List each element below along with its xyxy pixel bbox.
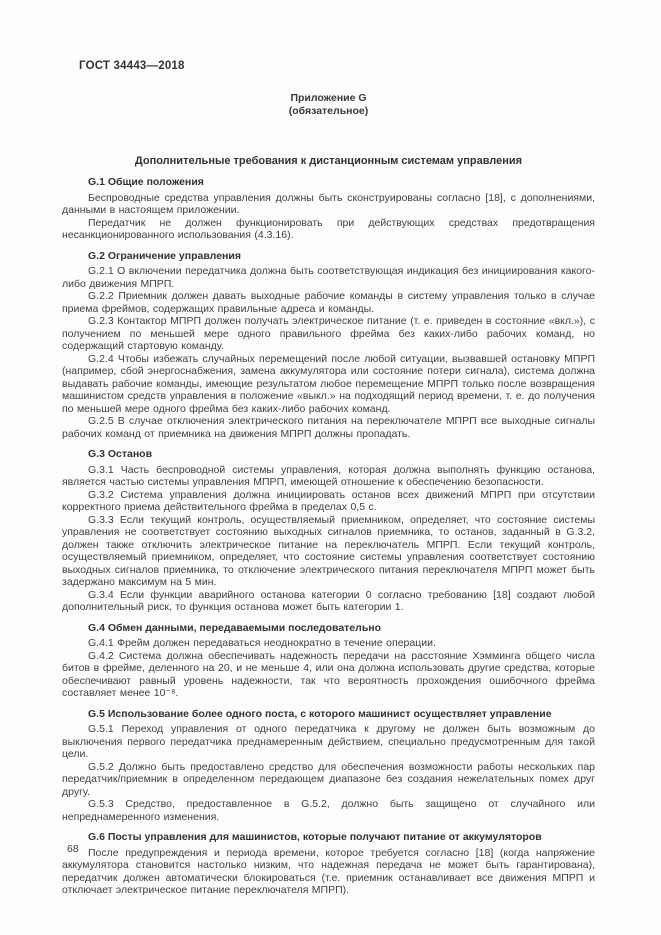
section-g3 (62, 448, 595, 614)
document-standard-number: ГОСТ 34443—2018 (79, 60, 185, 72)
paragraph-g6-1: После предупреждения и периода времени, которое требуется согласно [18] (когда напряжение аккумулятора становится настолько низким, что надежная передача не может быть гарантирована), передатчик должен автоматически блокироваться (т.е. приемник останавливает все движения МПРП и отключает электрическое питание переключателя МПРП). (62, 846, 595, 896)
section-g2 (62, 250, 595, 441)
section-g1 (62, 176, 595, 242)
section-g6-heading: G.6 Посты управления для машинистов, которые получают питание от аккумуляторов (88, 831, 542, 843)
section-g4 (62, 622, 595, 700)
annex-label: Приложение G (290, 92, 367, 104)
section-g2-heading: G.2 Ограничение управления (88, 249, 241, 262)
paragraph-g2-2: G.2.2 Приемник должен давать выходные рабочие команды в систему управления только в случае приема фреймов, содержащих правильные адреса и команды. (62, 290, 595, 315)
paragraph-g1-1: Беспроводные средства управления должны быть сконструированы согласно [18], с дополнениями, данными в настоящем приложении. (62, 191, 595, 216)
paragraph-g2-1: G.2.1 О включении передатчика должна быть соответствующая индикация без инициирования какого-либо движения МПРП. (62, 265, 595, 290)
annex-obligation-type: (обязательное) (288, 104, 369, 117)
text-block (62, 0, 595, 897)
paragraph-g2-5: G.2.5 В случае отключения электрического питания на переключателе МПРП все выходные сигналы рабочих команд от приемника на движения МПРП должны пропадать. (62, 415, 595, 440)
paragraph-g3-4: G.3.4 Если функции аварийного останова категории 0 согласно требованию [18] создают любой дополнительный риск, то функция останова может быть категории 1. (62, 588, 595, 613)
paragraph-g5-2: G.5.2 Должно быть предоставлено средство для обеспечения возможности работы нескольких пар передатчик/приемник в определенном передающем диапазоне без создания нежелательных помех друг другу. (62, 760, 595, 798)
section-g6 (62, 831, 595, 897)
section-g1-heading: G.1 Общие положения (88, 176, 204, 188)
paragraph-g5-1: G.5.1 Переход управления от одного передатчика к другому не должен быть возможным до выключения первого передатчика преднамеренным действием, специально предусмотренным для такой цели. (62, 723, 595, 760)
paragraph-g2-4: G.2.4 Чтобы избежать случайных перемещений после любой ситуации, вызвавшей остановку МПРП (например, сбой энергоснабжения, замена аккумулятора или состояние потери сигнала), система должна выдавать рабочие команды, имеющие результатом любое перемещение МПРП только после возвращения машинистом средств управления в положение «выкл.» на подходящий период времени, т. е. до получения по меньшей мере одного фрейма без каких-либо рабочих команд. (62, 352, 595, 415)
paragraph-g3-3: G.3.3 Если текущий контроль, осуществляемый приемником, определяет, что состояние системы управления не соответствует состоянию выходных сигналов приемника, то останов, заданный в G.3.2, должен также отключить электрическое питание на переключатель МПРП. Если текущий контроль, осуществляемый приемником, определяет, что состояние системы управления соответствует состоянию выходных сигналов приемника, то отключение электрического питания переключателя МПРП может быть задержано максимум на 5 мин. (62, 513, 595, 588)
paragraph-g1-2: Передатчик не должен функционировать при действующих средствах предотвращения несанкционированного использования (4.3.16). (62, 216, 595, 241)
annex-title: Дополнительные требования к дистанционным системам управления (134, 155, 523, 167)
paragraph-g4-1: G.4.1 Фрейм должен передаваться неоднократно в течение операции. (88, 637, 436, 649)
section-g5-heading: G.5 Использование более одного поста, с которого машинист осуществляет управление (88, 707, 552, 720)
paragraph-g3-2: G.3.2 Система управления должна инициировать останов всех движений МПРП при отсутствии корректного приема действительного фрейма в пределах 0,5 с. (62, 488, 595, 513)
paragraph-g4-2: G.4.2 Система должна обеспечивать надежность передачи на расстояние Хэмминга общего числа битов в фрейме, деленного на 20, и не меньше 4, или она должна использовать другие средства, которые обеспечивают равный уровень надежности, так что вероятность прохождения ошибочного фрейма составляет менее 10⁻⁸. (62, 649, 595, 699)
section-g3-heading: G.3 Останов (88, 448, 153, 460)
paragraph-g2-3: G.2.3 Контактор МПРП должен получать электрическое питание (т. е. приведен в состояние «вкл.»), с получением по меньшей мере одного правильного фрейма без каких-либо рабочих команд, но содержащий стартовую команду. (62, 315, 595, 352)
section-g5 (62, 708, 595, 824)
section-g4-heading: G.4 Обмен данными, передаваемыми последовательно (88, 621, 382, 634)
paragraph-g5-3: G.5.3 Средство, предоставленное в G.5.2, должно быть защищено от случайного или непреднамеренного изменения. (62, 798, 595, 823)
paragraph-g3-1: G.3.1 Часть беспроводной системы управления, которая должна выполнять функцию останова, является частью системы управления МПРП, имеющей отношение к обеспечению безопасности. (62, 463, 595, 488)
page-number: 68 (67, 843, 79, 855)
